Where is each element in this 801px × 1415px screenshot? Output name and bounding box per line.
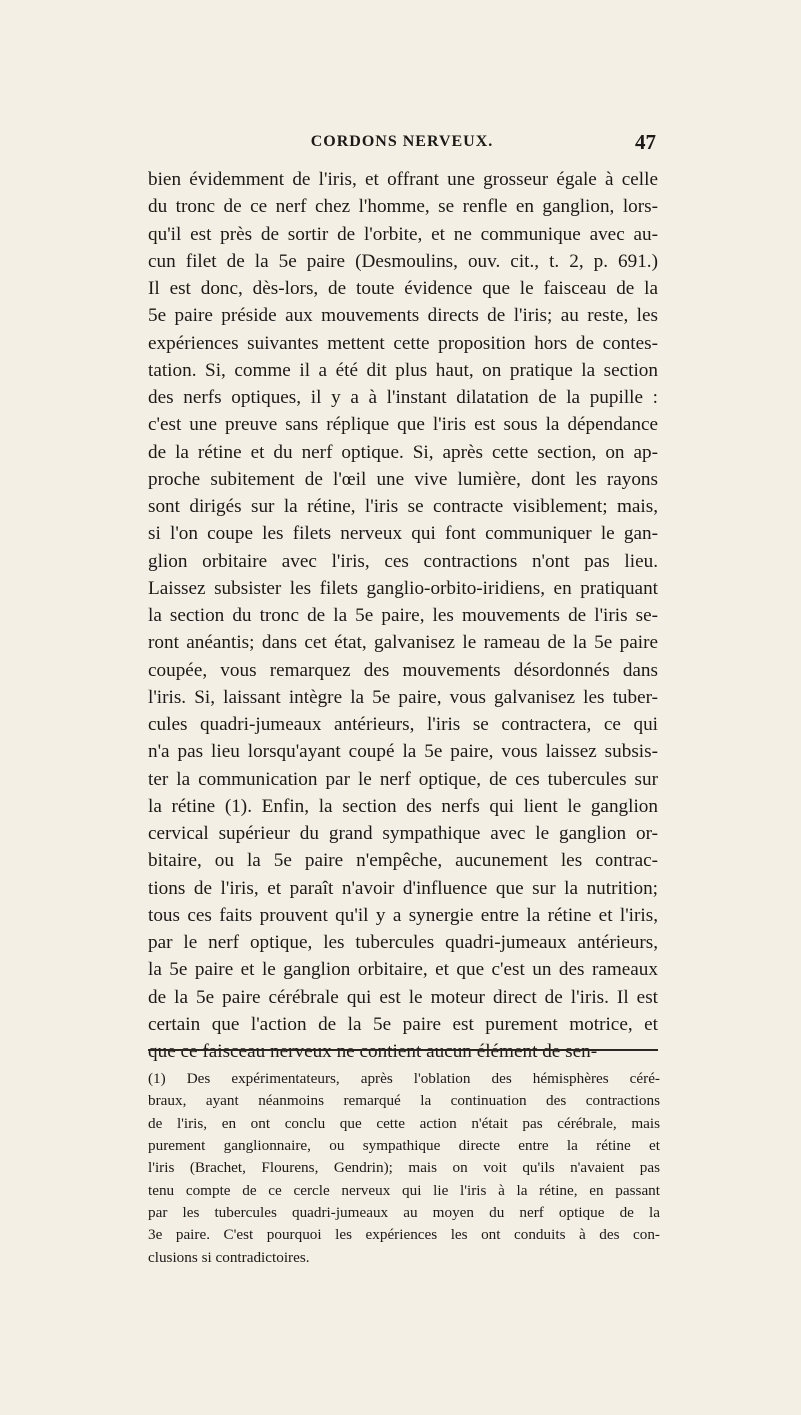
body-line: proche subitement de l'œil une vive lumière, dont les rayons <box>148 468 658 490</box>
page-header <box>148 130 656 157</box>
body-line: la 5e paire et le ganglion orbitaire, et que c'est un des rameaux <box>148 959 658 981</box>
body-line: expériences suivantes mettent cette proposition hors de contes- <box>148 332 658 354</box>
body-line: cules quadri-jumeaux antérieurs, l'iris se contractera, ce qui <box>148 714 658 735</box>
footnote-line: tenu compte de ce cercle nerveux qui lie l'iris à la rétine, en passant <box>148 1181 660 1199</box>
body-line: certain que l'action de la 5e paire est purement motrice, et <box>148 1013 658 1035</box>
body-line: la rétine (1). Enfin, la section des nerfs qui lient le ganglion <box>148 795 658 817</box>
body-line: du tronc de ce nerf chez l'homme, se renfle en ganglion, lors- <box>148 196 658 218</box>
body-line: des nerfs optiques, il y a à l'instant dilatation de la pupille : <box>148 387 658 408</box>
body-line: de la rétine et du nerf optique. Si, après cette section, on ap- <box>148 441 658 463</box>
footnote-line: (1) Des expérimentateurs, après l'oblation des hémisphères céré- <box>148 1070 660 1087</box>
footnote-line: braux, ayant néanmoins remarqué la continuation des contractions <box>148 1092 660 1110</box>
footnote-line: de l'iris, en ont conclu que cette action n'était pas cérébrale, mais <box>148 1114 660 1132</box>
running-head: CORDONS NERVEUX. <box>310 133 494 150</box>
body-line: si l'on coupe les filets nerveux qui font communiquer le gan- <box>148 523 658 545</box>
footnote-line: 3e paire. C'est pourquoi les expériences les ont conduits à des con- <box>148 1226 660 1244</box>
body-line: tous ces faits prouvent qu'il y a synergie entre la rétine et l'iris, <box>148 904 658 926</box>
body-line: coupée, vous remarquez des mouvements désordonnés dans <box>148 659 658 681</box>
footnote-line: clusions si contradictoires. <box>148 1248 310 1266</box>
body-line: que ce faisceau nerveux ne contient aucun élément de sen- <box>148 1041 598 1062</box>
body-line: de la 5e paire cérébrale qui est le moteur direct de l'iris. Il est <box>148 986 658 1008</box>
footnote-divider <box>148 1049 658 1051</box>
body-line: tation. Si, comme il a été dit plus haut, on pratique la section <box>148 359 658 381</box>
body-line: bien évidemment de l'iris, et offrant une grosseur égale à celle <box>148 169 658 190</box>
body-line: 5e paire préside aux mouvements directs de l'iris; au reste, les <box>148 305 658 327</box>
body-line: par le nerf optique, les tubercules quadri-jumeaux antérieurs, <box>148 932 658 953</box>
page-number: 47 <box>635 130 656 154</box>
footnote-line: par les tubercules quadri-jumeaux au moyen du nerf optique de la <box>148 1204 660 1222</box>
body-line: Il est donc, dès-lors, de toute évidence que le faisceau de la <box>148 278 658 299</box>
body-line: ront anéantis; dans cet état, galvanisez le rameau de la 5e paire <box>148 632 658 654</box>
footnote <box>148 1068 660 1269</box>
body-line: qu'il est près de sortir de l'orbite, et ne communique avec au- <box>148 223 658 245</box>
body-line: c'est une preuve sans réplique que l'iris est sous la dépendance <box>148 414 658 436</box>
body-line: glion orbitaire avec l'iris, ces contractions n'ont pas lieu. <box>148 550 658 572</box>
body-line: l'iris. Si, laissant intègre la 5e paire, vous galvanisez les tuber- <box>148 686 658 708</box>
body-line: cun filet de la 5e paire (Desmoulins, ouv. cit., t. 2, p. 691.) <box>148 250 658 272</box>
body-text <box>148 166 658 1065</box>
body-line: la section du tronc de la 5e paire, les mouvements de l'iris se- <box>148 605 658 626</box>
footnote-line: purement ganglionnaire, ou sympathique directe entre la rétine et <box>148 1137 660 1155</box>
body-line: tions de l'iris, et paraît n'avoir d'influence que sur la nutrition; <box>148 877 658 899</box>
body-line: n'a pas lieu lorsqu'ayant coupé la 5e paire, vous laissez subsis- <box>148 741 658 763</box>
body-line: Laissez subsister les filets ganglio-orbito-iridiens, en pratiquant <box>148 577 658 599</box>
body-line: bitaire, ou la 5e paire n'empêche, aucunement les contrac- <box>148 850 658 872</box>
body-line: ter la communication par le nerf optique, de ces tubercules sur <box>148 768 658 790</box>
body-line: sont dirigés sur la rétine, l'iris se contracte visiblement; mais, <box>148 496 658 517</box>
footnote-line: l'iris (Brachet, Flourens, Gendrin); mais on voit qu'ils n'avaient pas <box>148 1159 660 1177</box>
body-line: cervical supérieur du grand sympathique avec le ganglion or- <box>148 823 658 844</box>
